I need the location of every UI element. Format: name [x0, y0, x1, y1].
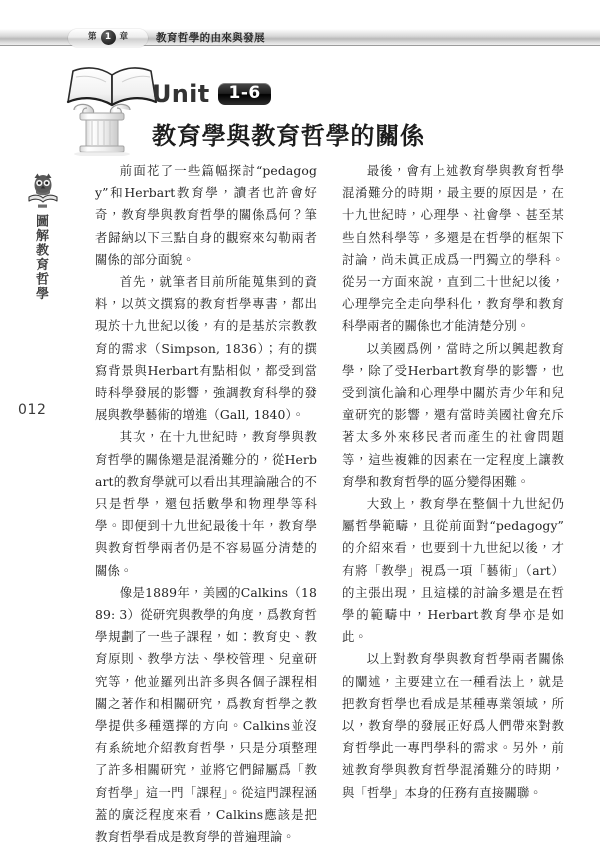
chapter-suffix-label: 章: [119, 32, 129, 43]
owl-on-book-icon: [26, 172, 60, 208]
unit-title: 教育學與教育哲學的關係: [152, 122, 425, 150]
book-under-owl: [29, 195, 57, 202]
right-text-column: [342, 160, 564, 848]
chapter-number-badge: 1: [101, 30, 116, 45]
paragraph: 其次，在十九世紀時，教育學與教育哲學的關係還是混淆難分的，從Herbart的教育學就可以看出其理論融合的不只是哲學，還包括數學和物理學等科學。即便到十九世紀最後十年，教育學與教育哲學兩者仍是不容易區分清楚的關係。: [95, 429, 317, 578]
unit-label-row: [152, 82, 271, 106]
book-title-vertical: 圖解教育哲學: [33, 214, 48, 301]
open-book-icon: [68, 68, 156, 105]
open-book-and-column-icon: [66, 58, 162, 156]
paragraph: 以美國爲例，當時之所以興起教育學，除了受Herbart教育學的影響，也受到演化論和心理學中關於青少年和兒童研究的影響，還有當時美國社會充斥著太多外來移民者而產生的社會問題等，這些複雜的因素在一定程度上讓教育學和教育哲學的區分變得困難。: [342, 340, 564, 489]
left-text-column: [95, 160, 317, 848]
chapter-prefix-label: 第: [87, 32, 97, 43]
paragraph: 大致上，教育學在整個十九世紀仍屬哲學範疇，且從前面對“pedagogy”的介紹來看，也要到十九世紀以後，才有將「教學」視爲一項「藝術」（art）的主張出現，且這樣的討論多還是在哲學的範疇中，Herbart教育學亦是如此。: [342, 496, 564, 645]
greek-column-icon: [74, 104, 130, 156]
unit-number-badge: 1-6: [218, 83, 270, 106]
body-text-columns: [95, 160, 565, 848]
paragraph: 首先，就筆者目前所能蒐集到的資料，以英文撰寫的教育哲學專書，都出現於十九世紀以後，有的是基於宗教教育的需求（Simpson, 1836）；有的撰寫背景與Herbart有點相似，都受到當時科學發展的影響，強調教育科學的發展與教學藝術的增進（Gall, 1840）。: [95, 274, 317, 423]
paragraph: 以上對教育學與教育哲學兩者關係的闡述，主要建立在一種看法上，就是把教育哲學也看成是某種專業領域，所以，教育學的發展正好爲人們帶來對教育哲學此一專門學科的需求。另外，前述教育學與教育哲學混淆難分的時期，與「哲學」本身的任務有直接關聯。: [342, 651, 564, 800]
unit-heading-block: [66, 58, 536, 156]
unit-word-label: Unit: [152, 80, 210, 108]
paragraph: 像是1889年，美國的Calkins（1889: 3）從研究與教學的角度，爲教育哲學規劃了一些子課程，如：教育史、教育原則、教學方法、學校管理、兒童研究等，他並羅列出許多與各個子課程相關之著作和相關研究，爲教育哲學之教學提供多種選擇的方向。Calkins並沒有系統地介紹教育哲學，只是分項整理了許多相關研究，並將它們歸屬爲「教育哲學」這一門「課程」。從這門課程涵蓋的廣泛程度來看，Calkins應該是把教育哲學看成是教育學的普遍理論。: [95, 584, 317, 845]
paragraph: 最後，會有上述教育學與教育哲學混淆難分的時期，最主要的原因是，在十九世紀時，心理學、社會學、甚至某些自然科學等，多還是在哲學的框架下討論，尚未眞正成爲一門獨立的學科。從另一方面來說，直到二十世紀以後，心理學完全走向學科化，教育學和教育科學兩者的關係也才能清楚分別。: [342, 163, 564, 334]
chapter-title: 教育哲學的由來與發展: [156, 32, 265, 44]
page-number: 012: [18, 402, 47, 418]
paragraph: 前面花了一些篇幅探討“pedagogy”和Herbart教育學，讀者也許會好奇，教育學與教育哲學的關係爲何？筆者歸納以下三點自身的觀察來勾勒兩者關係的部分面貌。: [95, 163, 317, 267]
chapter-indicator-pill: [68, 29, 148, 47]
